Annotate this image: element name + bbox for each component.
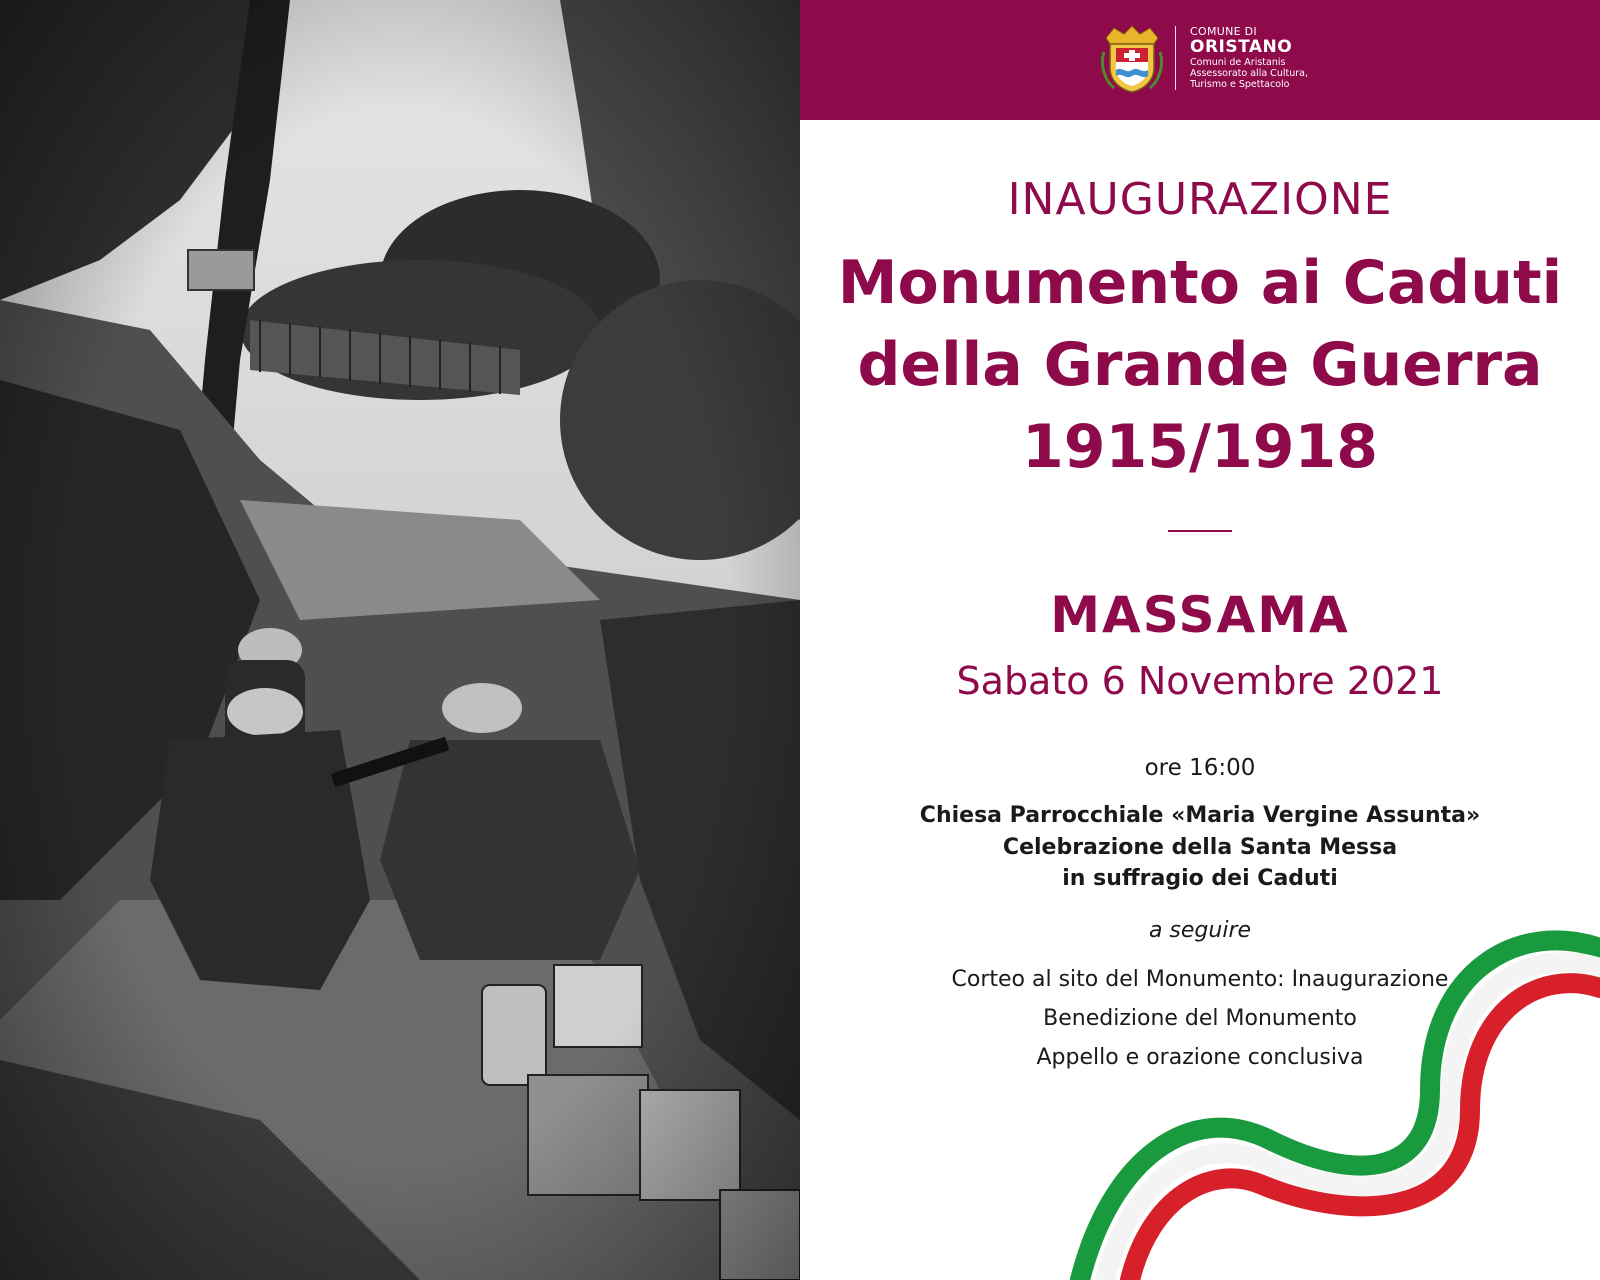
italian-tricolor-ribbon-icon bbox=[1050, 930, 1600, 1280]
header-bar bbox=[800, 0, 1600, 120]
program-church: Chiesa Parrocchiale «Maria Vergine Assunta» bbox=[919, 803, 1481, 828]
event-title-line-3: 1915/1918 bbox=[1022, 412, 1378, 482]
program-step: Benedizione del Monumento bbox=[1043, 1006, 1357, 1031]
event-title-block bbox=[800, 168, 1600, 488]
title-divider bbox=[1168, 530, 1232, 532]
municipality-prefix: COMUNE DI bbox=[1190, 25, 1257, 38]
municipality-block bbox=[1190, 26, 1450, 90]
header-divider bbox=[1175, 26, 1176, 90]
invitation-panel bbox=[800, 0, 1600, 1280]
municipality-sardinian-name: Comuni de Aristanis bbox=[1190, 57, 1286, 68]
event-title bbox=[800, 242, 1600, 488]
program-step: Appello e orazione conclusiva bbox=[1036, 1045, 1364, 1070]
program-mass-line-1: Celebrazione della Santa Messa bbox=[1002, 835, 1398, 860]
program-then: a seguire bbox=[1148, 918, 1252, 943]
department-line-1: Assessorato alla Cultura, bbox=[1190, 68, 1308, 79]
program-step: Corteo al sito del Monumento: Inaugurazione bbox=[951, 967, 1449, 992]
program-mass-line-2: in suffragio dei Caduti bbox=[1062, 866, 1338, 891]
event-title-line-1: Monumento ai Caduti bbox=[837, 248, 1563, 318]
event-kicker: INAUGURAZIONE bbox=[1007, 174, 1393, 225]
oristano-coat-of-arms-icon bbox=[1100, 24, 1164, 94]
event-title-line-2: della Grande Guerra bbox=[857, 330, 1543, 400]
department-line-2: Turismo e Spettacolo bbox=[1190, 79, 1290, 90]
event-place: MASSAMA bbox=[1050, 586, 1350, 644]
municipality-name: ORISTANO bbox=[1190, 37, 1293, 57]
program-time: ore 16:00 bbox=[1144, 755, 1256, 781]
event-date: Sabato 6 Novembre 2021 bbox=[956, 659, 1444, 703]
